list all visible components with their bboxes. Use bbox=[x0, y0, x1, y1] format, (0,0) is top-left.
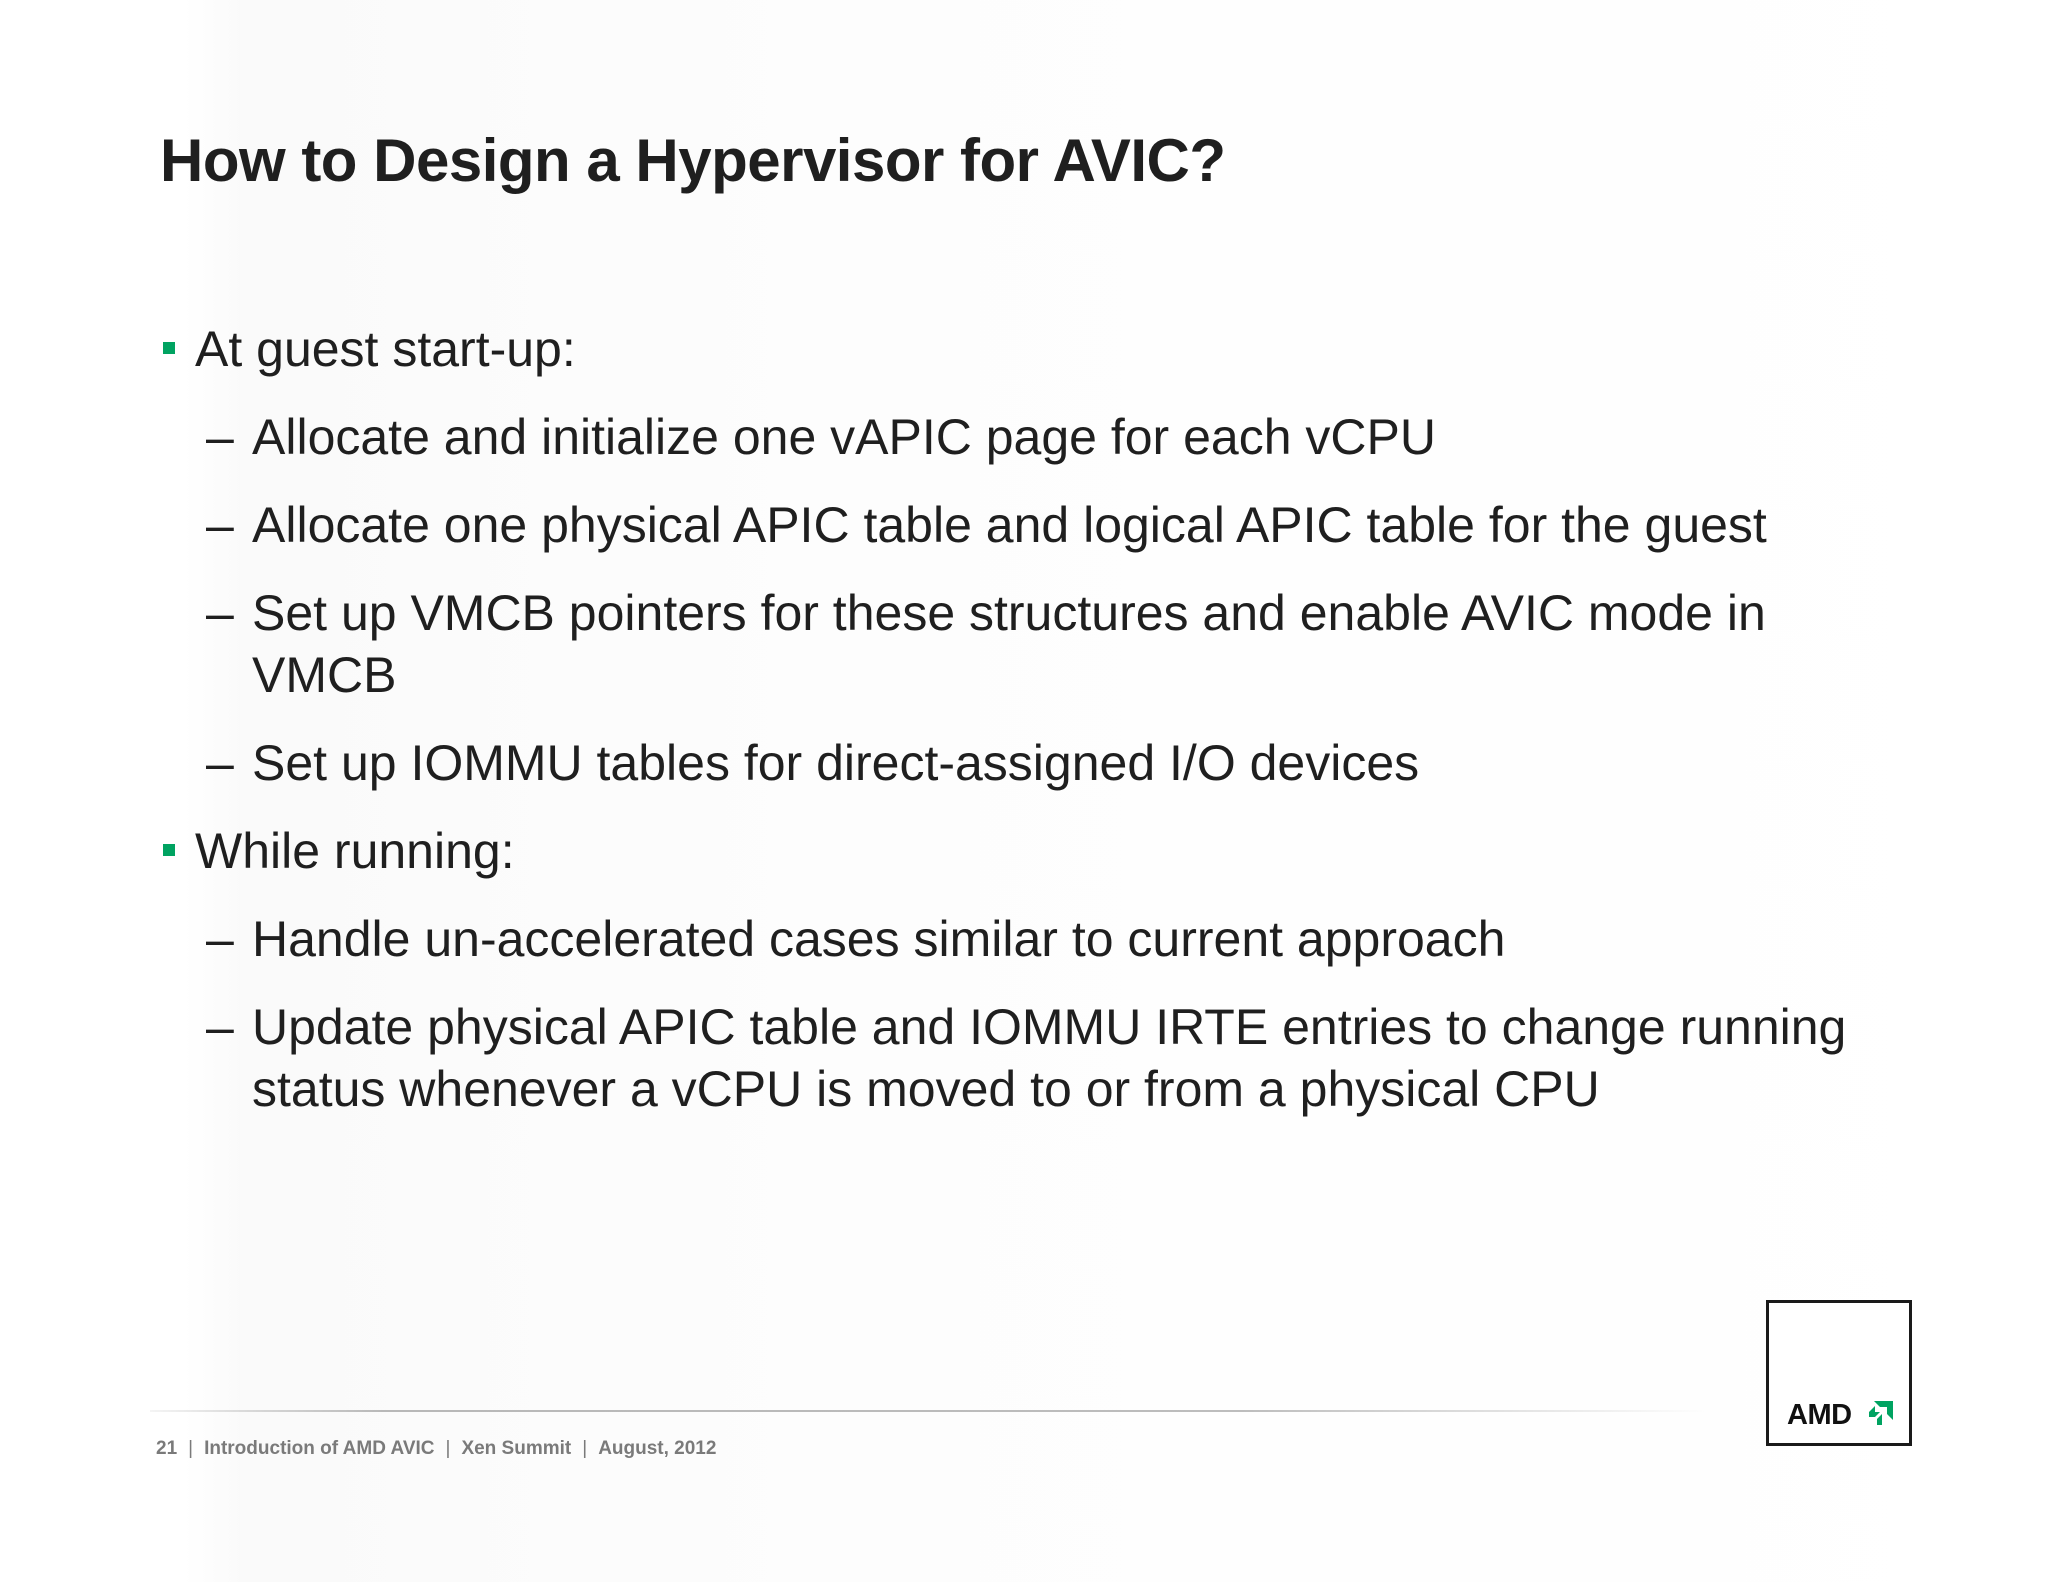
bullet-item bbox=[160, 318, 1920, 380]
presentation-date: August, 2012 bbox=[598, 1438, 717, 1459]
presentation-title: Introduction of AMD AVIC bbox=[204, 1438, 435, 1459]
dash-icon: – bbox=[206, 409, 234, 465]
sub-item-text: Handle un-accelerated cases similar to current approach bbox=[252, 911, 1506, 967]
slide-content bbox=[160, 318, 1920, 1146]
dash-icon: – bbox=[206, 911, 234, 967]
footer-separator: | bbox=[582, 1438, 588, 1459]
bullet-text: While running: bbox=[195, 823, 515, 879]
slide-title: How to Design a Hypervisor for AVIC? bbox=[160, 127, 1226, 194]
square-bullet-icon bbox=[163, 342, 175, 354]
dash-icon: – bbox=[206, 497, 234, 553]
dash-icon: – bbox=[206, 999, 234, 1055]
amd-arrow-icon bbox=[1869, 1401, 1893, 1425]
dash-icon: – bbox=[206, 585, 234, 641]
sub-item bbox=[160, 996, 1920, 1120]
bullet-text: At guest start-up: bbox=[195, 321, 576, 377]
sub-item bbox=[160, 908, 1920, 970]
dash-icon: – bbox=[206, 735, 234, 791]
sub-item bbox=[160, 582, 1920, 706]
square-bullet-icon bbox=[163, 844, 175, 856]
sub-item-text: Allocate and initialize one vAPIC page for each vCPU bbox=[252, 409, 1436, 465]
event-name: Xen Summit bbox=[461, 1438, 572, 1459]
sub-item-text: Update physical APIC table and IOMMU IRTE entries to change running status whenever a vCPU is moved to or from a physical CPU bbox=[252, 999, 1847, 1117]
footer-separator: | bbox=[445, 1438, 451, 1459]
page-number: 21 bbox=[156, 1438, 178, 1459]
sub-item-text: Set up VMCB pointers for these structures and enable AVIC mode in VMCB bbox=[252, 585, 1766, 703]
sub-item-text: Set up IOMMU tables for direct-assigned I/O devices bbox=[252, 735, 1420, 791]
footer bbox=[156, 1438, 716, 1460]
amd-logo-text: AMD bbox=[1787, 1399, 1852, 1431]
amd-logo bbox=[1766, 1300, 1912, 1446]
sub-item-text: Allocate one physical APIC table and logical APIC table for the guest bbox=[252, 497, 1767, 553]
footer-separator: | bbox=[188, 1438, 194, 1459]
footer-divider bbox=[150, 1410, 1710, 1412]
sub-item bbox=[160, 732, 1920, 794]
bullet-item bbox=[160, 820, 1920, 882]
sub-item bbox=[160, 406, 1920, 468]
sub-item bbox=[160, 494, 1920, 556]
